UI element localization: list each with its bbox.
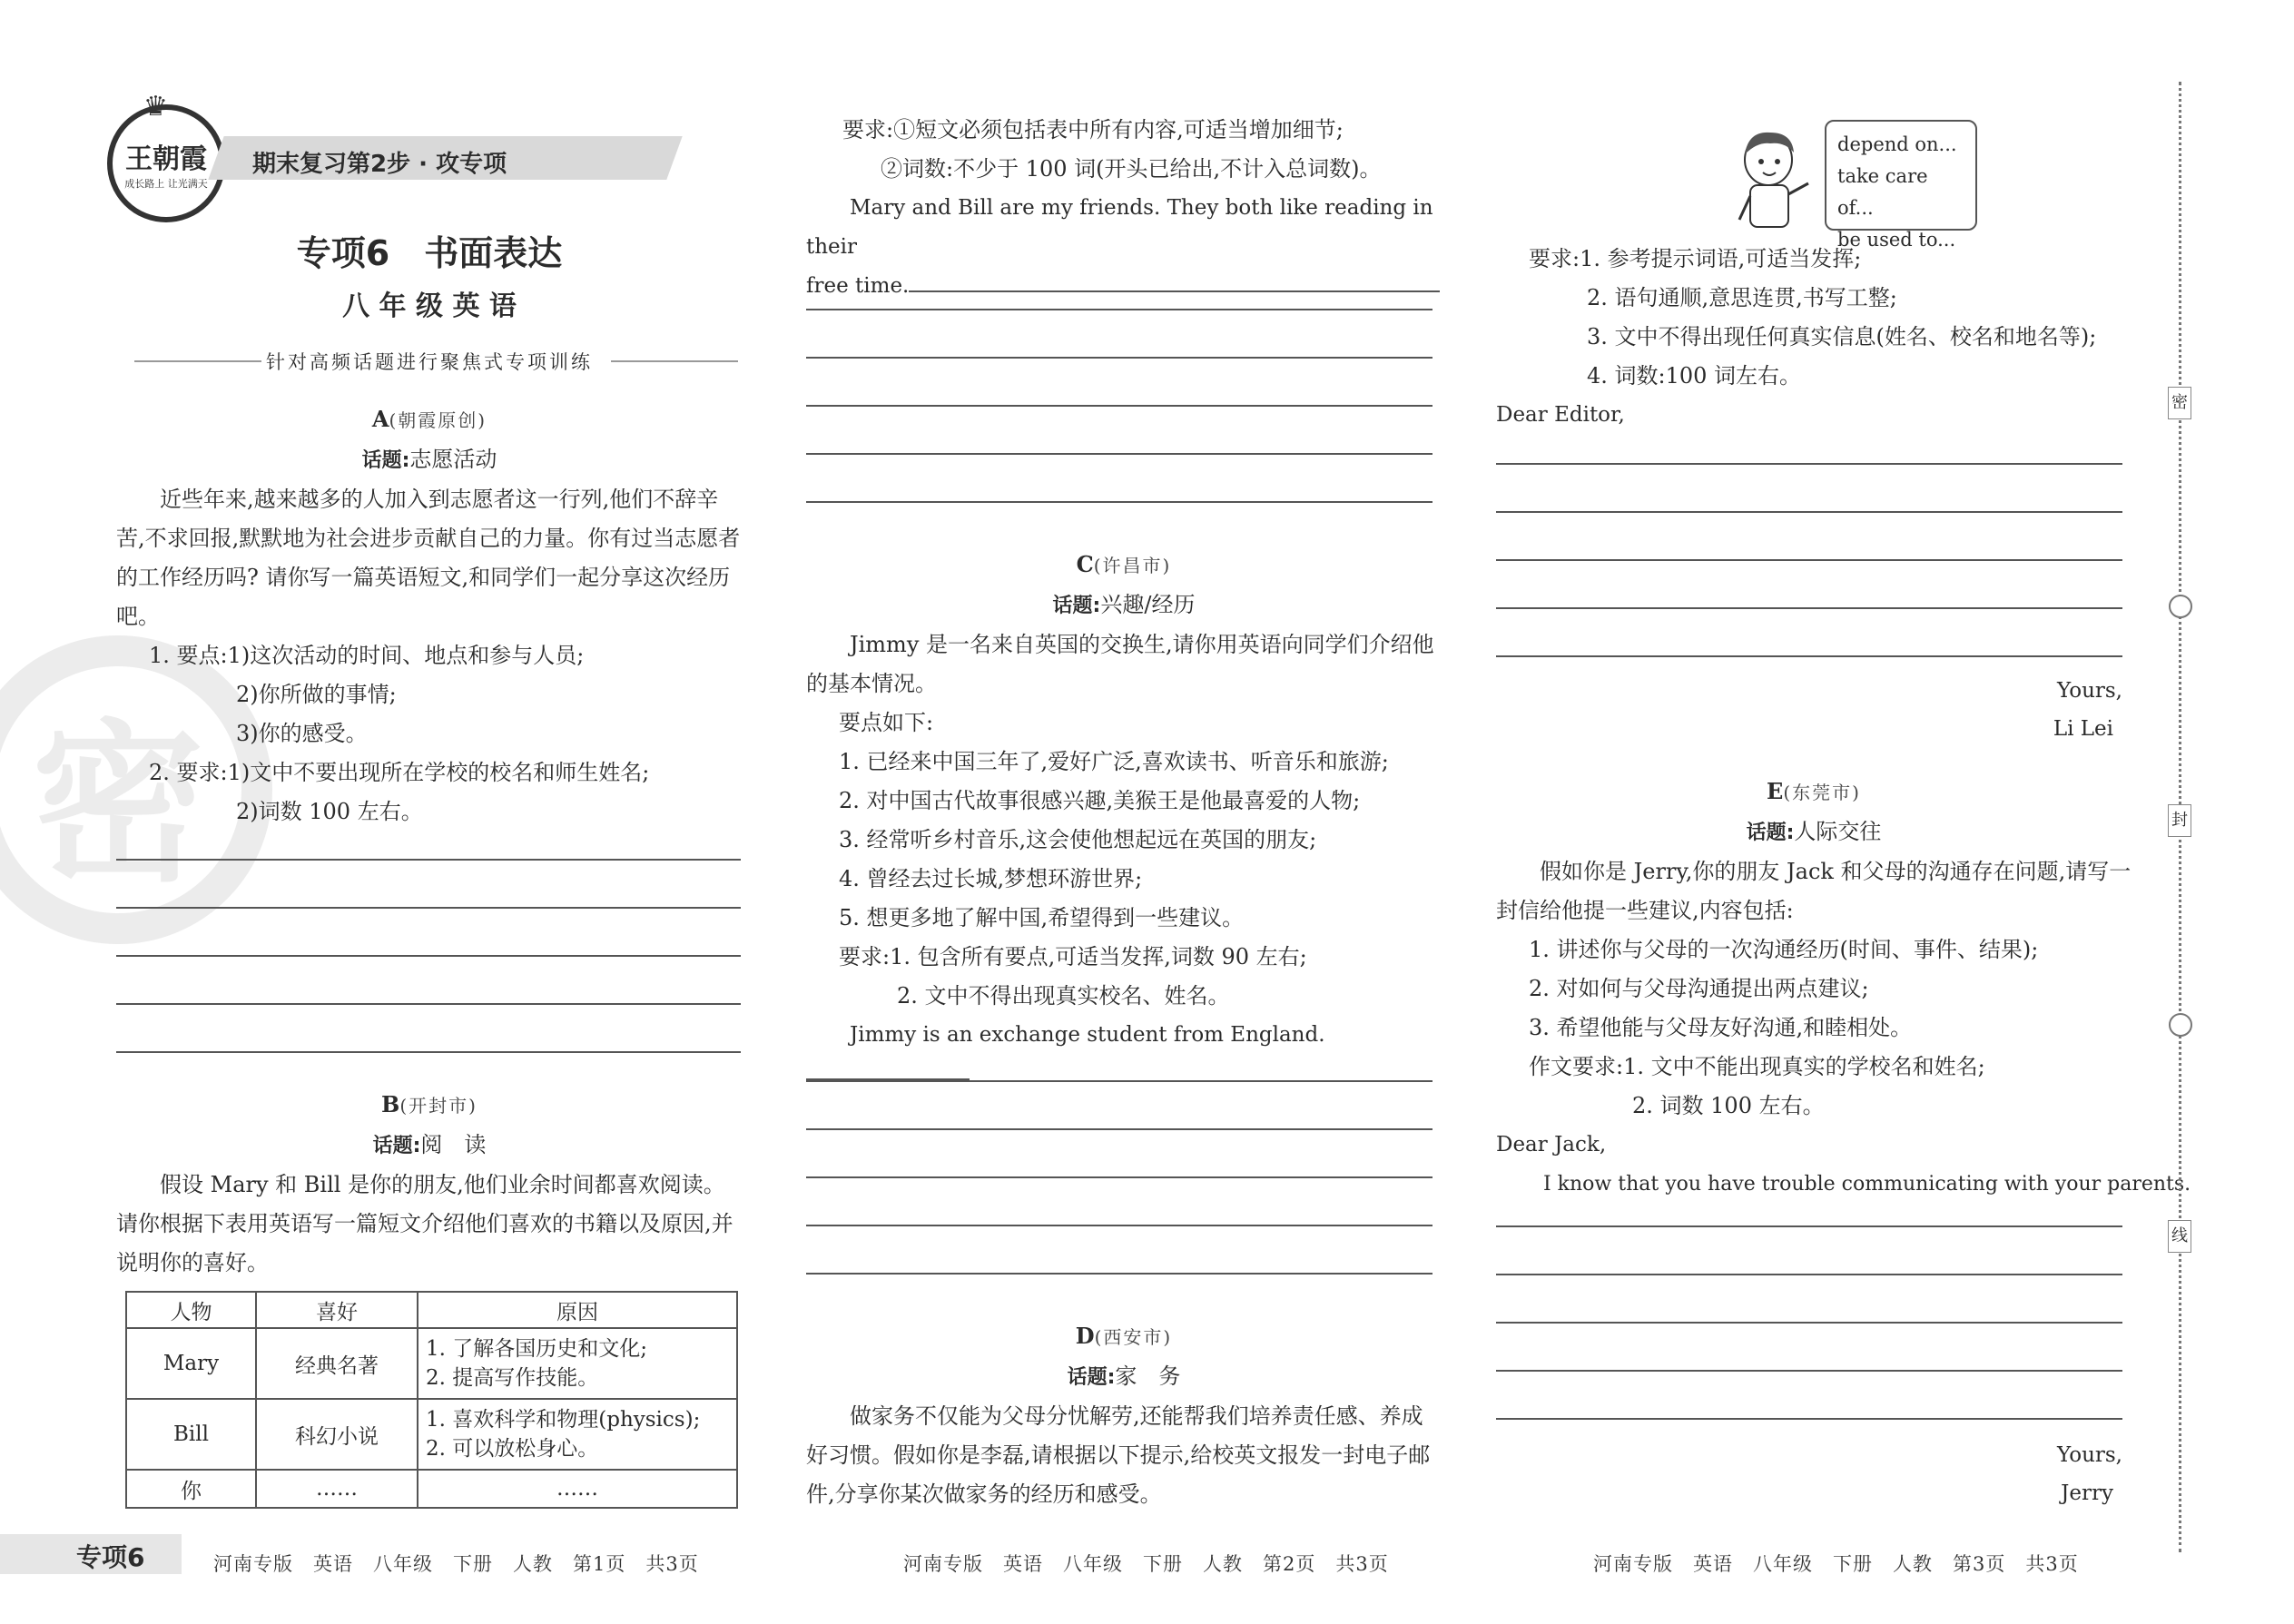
answer-line[interactable]	[116, 955, 741, 957]
answer-line[interactable]	[806, 1225, 1433, 1226]
task-d-intro: 做家务不仅能为父母分忧解劳,还能帮我们培养责任感、养成好习惯。假如你是李磊,请根据以下提示,给校英文报发一封电子邮件,分享你某次做家务的经历和感受。	[806, 1403, 1431, 1507]
task-a-req-2: 2)词数 100 左右。	[236, 799, 423, 824]
answer-line[interactable]	[806, 405, 1433, 407]
grade-title: 八 年 级 英 语	[342, 290, 517, 322]
answer-line[interactable]	[1496, 1274, 2122, 1275]
answer-line[interactable]	[806, 1273, 1433, 1275]
table-cell-person: 你	[126, 1470, 256, 1508]
table-row	[126, 1470, 737, 1508]
cartoon-boy-icon	[1730, 125, 1812, 243]
table-cell-person: Mary	[126, 1328, 256, 1399]
task-e-closing: Yours,	[2057, 1443, 2122, 1467]
task-c-point: 4. 曾经去过长城,梦想环游世界;	[839, 866, 1143, 891]
crown-icon: ♛	[143, 91, 168, 123]
answer-line[interactable]	[1496, 463, 2122, 465]
task-d	[806, 1316, 1442, 1514]
task-e-intro: 假如你是 Jerry,你的朋友 Jack 和父母的沟通存在问题,请写一封信给他提一些建议,内容包括:	[1496, 859, 2132, 923]
banner-text: 期末复习第2步 · 攻专项	[252, 151, 507, 178]
table-cell-pref: 科幻小说	[256, 1399, 418, 1470]
answer-line[interactable]	[1496, 559, 2122, 561]
task-d-topic: 话题:家 务	[1067, 1363, 1181, 1389]
binding-mark-feng: 封	[2168, 804, 2191, 837]
footer-page-3: 河南专版 英语 八年级 下册 人教 第3页 共3页	[1593, 1553, 2079, 1575]
task-d-salutation: Dear Editor,	[1496, 403, 1625, 427]
footer-page-2: 河南专版 英语 八年级 下册 人教 第2页 共3页	[903, 1553, 1389, 1575]
answer-line[interactable]	[1496, 511, 2122, 513]
footer-page-1: 河南专版 英语 八年级 下册 人教 第1页 共3页	[213, 1553, 699, 1575]
task-d-signature: Li Lei	[2053, 717, 2113, 741]
logo-text: 王朝霞	[125, 143, 207, 175]
task-a-topic: 话题:志愿活动	[361, 447, 497, 472]
answer-line[interactable]	[806, 357, 1433, 359]
table-cell-reason: 1. 了解各国历史和文化; 2. 提高写作技能。	[418, 1328, 737, 1399]
answer-line[interactable]	[1496, 607, 2122, 609]
table-cell-pref: 经典名著	[256, 1328, 418, 1399]
task-a-req-1: 2. 要求:1)文中不要出现所在学校的校名和师生姓名;	[149, 760, 650, 785]
column-1	[116, 0, 743, 1543]
table-cell-reason: ……	[418, 1470, 737, 1508]
task-d-closing: Yours,	[2057, 679, 2122, 703]
task-d-continued	[1496, 240, 2132, 435]
answer-line[interactable]	[806, 1176, 1433, 1178]
column-2	[806, 0, 1442, 1543]
task-a-point-1: 1. 要点:1)这次活动的时间、地点和参与人员;	[149, 643, 585, 668]
table-row	[126, 1328, 737, 1399]
task-c-points-title: 要点如下:	[839, 710, 934, 735]
task-c-point: 3. 经常听乡村音乐,这会使他想起远在英国的朋友;	[839, 827, 1317, 852]
task-c-point: 2. 对中国古代故事很感兴趣,美猴王是他最喜爱的人物;	[839, 788, 1361, 813]
table-header: 喜好	[256, 1292, 418, 1328]
task-d-req-3: 3. 文中不得出现任何真实信息(姓名、校名和地名等);	[1587, 324, 2097, 349]
answer-line[interactable]	[806, 501, 1433, 503]
task-c-req-1: 要求:1. 包含所有要点,可适当发挥,词数 90 左右;	[839, 944, 1307, 969]
tagline-rule-right	[611, 360, 738, 362]
answer-line[interactable]	[1496, 1418, 2122, 1420]
task-a-point-2: 2)你所做的事情;	[236, 682, 397, 707]
task-c-opening: Jimmy is an exchange student from England.	[806, 1016, 1442, 1094]
answer-line[interactable]	[1496, 1322, 2122, 1324]
task-b-req-2: ②词数:不少于 100 词(开头已给出,不计入总词数)。	[881, 156, 1382, 182]
tagline: 针对高频话题进行聚焦式专项训练	[266, 351, 593, 373]
task-c-point: 1. 已经来中国三年了,爱好广泛,喜欢读书、听音乐和旅游;	[839, 749, 1389, 774]
hint-word: be used to...	[1837, 229, 1956, 251]
task-e-opening: I know that you have trouble communicating with your parents.	[1543, 1173, 2191, 1196]
hint-bubble	[1825, 120, 1977, 251]
task-b-topic: 话题:阅 读	[372, 1132, 487, 1157]
preference-table	[125, 1291, 738, 1509]
task-a-point-3: 3)你的感受。	[236, 721, 368, 746]
watermark-glyph: 密	[31, 704, 204, 905]
task-d-req-4: 4. 词数:100 词左右。	[1587, 363, 1802, 389]
column-3	[1496, 0, 2191, 1543]
task-e-topic: 话题:人际交往	[1746, 819, 1882, 844]
task-d-heading: D(西安市)	[1075, 1323, 1173, 1349]
answer-line[interactable]	[806, 1080, 1433, 1082]
task-b-opening-1: Mary and Bill are my friends. They both like reading in their	[806, 196, 1433, 259]
answer-line[interactable]	[806, 453, 1433, 455]
binding-mark-mi: 密	[2168, 387, 2191, 419]
table-cell-person: Bill	[126, 1399, 256, 1470]
answer-line[interactable]	[116, 1003, 741, 1005]
task-e-point: 3. 希望他能与父母友好沟通,和睦相处。	[1529, 1015, 1913, 1040]
table-row	[126, 1399, 737, 1470]
task-c-heading: C(许昌市)	[1076, 551, 1172, 577]
answer-blank[interactable]	[806, 1057, 970, 1080]
task-e-salutation: Dear Jack,	[1496, 1133, 1607, 1156]
task-d-req-1: 要求:1. 参考提示词语,可适当发挥;	[1529, 246, 1862, 271]
answer-line[interactable]	[806, 1128, 1433, 1130]
binding-mark-xian: 线	[2168, 1220, 2191, 1253]
task-a	[116, 399, 743, 832]
answer-blank[interactable]	[909, 269, 1440, 292]
answer-line[interactable]	[1496, 1370, 2122, 1372]
task-e	[1496, 772, 2191, 1204]
binding-knot-icon	[2169, 1013, 2192, 1037]
hint-word: take care of...	[1837, 165, 1928, 219]
task-c	[806, 545, 1442, 1094]
task-e-heading: E(东莞市)	[1767, 778, 1861, 804]
answer-line[interactable]	[116, 1051, 741, 1053]
footer-tag-label: 专项6	[76, 1542, 145, 1572]
task-e-point: 1. 讲述你与父母的一次沟通经历(时间、事件、结果);	[1529, 937, 2039, 962]
logo-subtext: 成长路上 让光满天	[124, 178, 208, 190]
task-c-point: 5. 想更多地了解中国,希望得到一些建议。	[839, 905, 1245, 930]
table-cell-reason: 1. 喜欢科学和物理(physics); 2. 可以放松身心。	[418, 1399, 737, 1470]
table-header: 人物	[126, 1292, 256, 1328]
task-b-continued	[806, 111, 1442, 306]
answer-line[interactable]	[806, 309, 1433, 310]
page-title: 专项6 书面表达	[296, 233, 563, 273]
table-cell-pref: ……	[256, 1470, 418, 1508]
hint-word: depend on...	[1837, 133, 1957, 155]
task-b-intro: 假设 Mary 和 Bill 是你的朋友,他们业余时间都喜欢阅读。请你根据下表用英语写一篇短文介绍他们喜欢的书籍以及原因,并说明你的喜好。	[116, 1172, 733, 1275]
answer-line[interactable]	[116, 859, 741, 861]
answer-line[interactable]	[1496, 1225, 2122, 1227]
task-b	[116, 1085, 743, 1283]
task-b-req-1: 要求:①短文必须包括表中所有内容,可适当增加细节;	[842, 117, 1344, 143]
task-a-heading: A(朝霞原创)	[371, 406, 487, 432]
task-e-point: 2. 对如何与父母沟通提出两点建议;	[1529, 976, 1869, 1001]
answer-line[interactable]	[1496, 655, 2122, 657]
table-header: 原因	[418, 1292, 737, 1328]
answer-line[interactable]	[116, 907, 741, 909]
task-b-heading: B(开封市)	[381, 1091, 478, 1117]
task-e-req-2: 2. 词数 100 左右。	[1632, 1093, 1825, 1118]
task-c-req-2: 2. 文中不得出现真实校名、姓名。	[897, 983, 1230, 1009]
task-c-topic: 话题:兴趣/经历	[1052, 592, 1196, 617]
task-e-signature: Jerry	[2061, 1481, 2113, 1505]
task-c-intro: Jimmy 是一名来自英国的交换生,请你用英语向同学们介绍他的基本情况。	[806, 632, 1434, 696]
task-b-opening-2: free time.	[806, 267, 1442, 306]
binding-knot-icon	[2169, 595, 2192, 618]
task-a-intro: 近些年来,越来越多的人加入到志愿者这一行列,他们不辞辛苦,不求回报,默默地为社会进步贡献自己的力量。你有过当志愿者的工作经历吗? 请你写一篇英语短文,和同学们一起分享这次经历吧。	[116, 487, 741, 629]
task-d-req-2: 2. 语句通顺,意思连贯,书写工整;	[1587, 285, 1897, 310]
task-e-req-1: 作文要求:1. 文中不能出现真实的学校名和姓名;	[1529, 1054, 1985, 1079]
